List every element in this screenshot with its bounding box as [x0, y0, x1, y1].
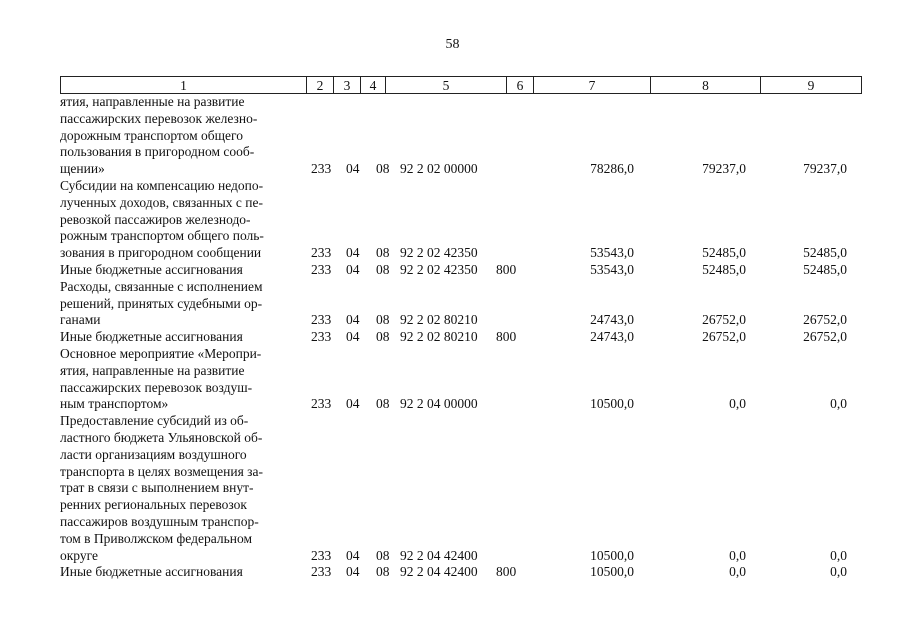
row-name-line: рожным транспортом общего поль- [60, 228, 264, 244]
row-name-line: пассажирских перевозок воздуш- [60, 379, 253, 395]
row-admin-code: 233 [311, 245, 332, 261]
row-name-line: Иные бюджетные ассигнования [60, 261, 243, 277]
row-target-article: 92 2 02 00000 [400, 161, 478, 177]
row-target-article: 92 2 04 00000 [400, 396, 478, 412]
row-name-line: лученных доходов, связанных с пе- [60, 194, 263, 210]
row-expense-type: 800 [496, 564, 517, 580]
column-header-4: 4 [361, 77, 386, 94]
row-name-line: пассажирских перевозок железно- [60, 110, 258, 126]
row-amount-col7: 53543,0 [590, 261, 634, 277]
table-row [60, 564, 852, 581]
table-row [60, 346, 852, 413]
row-section-code: 04 [346, 245, 360, 261]
column-header-table [60, 76, 862, 94]
row-amount-col7: 10500,0 [590, 564, 634, 580]
row-admin-code: 233 [311, 312, 332, 328]
row-expense-type: 800 [496, 329, 517, 345]
table-row [60, 178, 852, 262]
row-subsection-code: 08 [376, 245, 390, 261]
row-name-line: пользования в пригородном сооб- [60, 144, 255, 160]
row-admin-code: 233 [311, 547, 332, 563]
row-admin-code: 233 [311, 564, 332, 580]
row-section-code: 04 [346, 261, 360, 277]
row-amount-col7: 24743,0 [590, 329, 634, 345]
row-name [60, 329, 300, 346]
row-amount-col9: 0,0 [830, 564, 847, 580]
row-amount-col9: 26752,0 [803, 329, 847, 345]
row-amount-col9: 52485,0 [803, 261, 847, 277]
row-target-article: 92 2 02 42350 [400, 261, 478, 277]
row-name-line: дорожным транспортом общего [60, 127, 243, 143]
row-subsection-code: 08 [376, 564, 390, 580]
row-name-line: пассажиров воздушным транспор- [60, 513, 259, 529]
row-target-article: 92 2 02 80210 [400, 329, 478, 345]
row-name-line: Иные бюджетные ассигнования [60, 329, 243, 345]
column-header-7: 7 [534, 77, 651, 94]
row-subsection-code: 08 [376, 312, 390, 328]
row-name [60, 346, 300, 413]
row-subsection-code: 08 [376, 396, 390, 412]
table-row [60, 94, 852, 178]
row-amount-col8: 26752,0 [702, 312, 746, 328]
row-name-line: трат в связи с выполнением внут- [60, 480, 254, 496]
table-row [60, 279, 852, 329]
row-amount-col8: 0,0 [729, 564, 746, 580]
row-amount-col7: 53543,0 [590, 245, 634, 261]
row-subsection-code: 08 [376, 261, 390, 277]
row-admin-code: 233 [311, 396, 332, 412]
row-section-code: 04 [346, 547, 360, 563]
row-name [60, 94, 300, 178]
column-header-5: 5 [386, 77, 507, 94]
row-amount-col8: 79237,0 [702, 161, 746, 177]
row-name-line: ятия, направленные на развитие [60, 94, 245, 109]
column-header-6: 6 [507, 77, 534, 94]
table-row [60, 262, 852, 279]
column-header-1: 1 [61, 77, 307, 94]
row-subsection-code: 08 [376, 329, 390, 345]
row-section-code: 04 [346, 161, 360, 177]
row-section-code: 04 [346, 564, 360, 580]
row-amount-col8: 0,0 [729, 396, 746, 412]
row-section-code: 04 [346, 329, 360, 345]
row-section-code: 04 [346, 396, 360, 412]
column-header-2: 2 [307, 77, 334, 94]
row-target-article: 92 2 02 80210 [400, 312, 478, 328]
row-name-line: ревозкой пассажиров железнодо- [60, 211, 251, 227]
row-name-line: Иные бюджетные ассигнования [60, 564, 243, 580]
row-name-line: ным транспортом» [60, 396, 169, 412]
column-header-3: 3 [334, 77, 361, 94]
row-name-line: ластного бюджета Ульяновской об- [60, 429, 263, 445]
row-name-line: транспорта в целях возмещения за- [60, 463, 263, 479]
row-name-line: том в Приволжском федеральном [60, 530, 252, 546]
row-name-line: ренних региональных перевозок [60, 497, 247, 513]
row-amount-col9: 26752,0 [803, 312, 847, 328]
budget-rows [60, 94, 852, 581]
row-amount-col9: 52485,0 [803, 245, 847, 261]
row-name-line: Основное мероприятие «Меропри- [60, 345, 262, 361]
row-name-line: решений, принятых судебными ор- [60, 295, 263, 311]
row-name [60, 178, 300, 262]
row-name-line: Расходы, связанные с исполнением [60, 278, 263, 294]
row-admin-code: 233 [311, 161, 332, 177]
row-section-code: 04 [346, 312, 360, 328]
row-name [60, 564, 300, 581]
row-amount-col9: 0,0 [830, 396, 847, 412]
row-target-article: 92 2 02 42350 [400, 245, 478, 261]
row-name [60, 413, 300, 564]
row-subsection-code: 08 [376, 547, 390, 563]
row-amount-col8: 52485,0 [702, 245, 746, 261]
row-amount-col7: 78286,0 [590, 161, 634, 177]
row-admin-code: 233 [311, 261, 332, 277]
row-name-line: зования в пригородном сообщении [60, 245, 262, 261]
row-admin-code: 233 [311, 329, 332, 345]
column-header-row [61, 77, 862, 94]
row-name-line: ласти организациям воздушного [60, 446, 247, 462]
row-name-line: округе [60, 547, 98, 563]
row-amount-col7: 10500,0 [590, 547, 634, 563]
row-amount-col9: 79237,0 [803, 161, 847, 177]
row-name-line: Субсидии на компенсацию недопо- [60, 177, 264, 193]
row-amount-col9: 0,0 [830, 547, 847, 563]
row-name-line: ятия, направленные на развитие [60, 362, 245, 378]
column-header-8: 8 [651, 77, 761, 94]
row-target-article: 92 2 04 42400 [400, 564, 478, 580]
column-header-9: 9 [761, 77, 862, 94]
row-name-line: ганами [60, 312, 101, 328]
row-name-line: щении» [60, 161, 105, 177]
page-number: 58 [445, 37, 460, 52]
row-amount-col7: 24743,0 [590, 312, 634, 328]
row-name-line: Предоставление субсидий из об- [60, 413, 249, 429]
table-row [60, 413, 852, 564]
row-amount-col8: 0,0 [729, 547, 746, 563]
row-target-article: 92 2 04 42400 [400, 547, 478, 563]
row-expense-type: 800 [496, 261, 517, 277]
row-amount-col8: 52485,0 [702, 261, 746, 277]
row-amount-col7: 10500,0 [590, 396, 634, 412]
row-amount-col8: 26752,0 [702, 329, 746, 345]
row-name [60, 262, 300, 279]
row-subsection-code: 08 [376, 161, 390, 177]
table-row [60, 329, 852, 346]
row-name [60, 279, 300, 329]
